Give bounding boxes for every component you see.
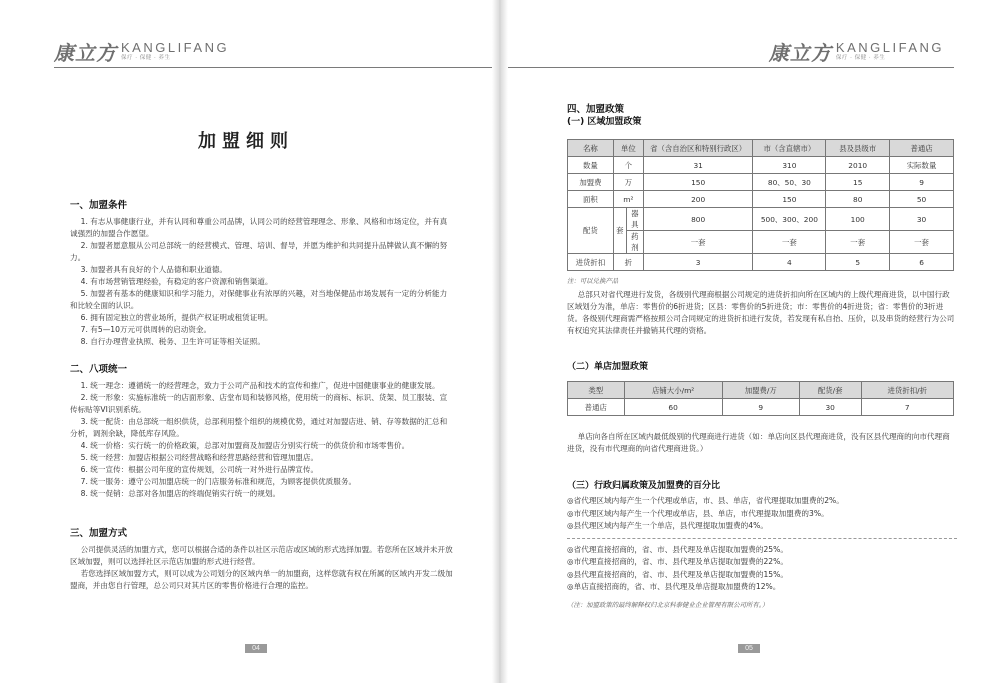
table-note-wrap bbox=[567, 276, 957, 285]
brand-logo bbox=[769, 36, 944, 66]
list-item: 1. 统一理念：遵循统一的经营理念，致力于公司产品和技术的宣传和推广，促进中国健康事业的健康发展。 bbox=[80, 381, 440, 390]
list-item: 3. 统一配货：由总部统一组织供货，总部利用整个组织的规模优势，通过对加盟店进、销、存等数据的汇总和分析，调剂余缺，降低库存风险。 bbox=[70, 417, 448, 438]
table-cell: 加盟费 bbox=[568, 174, 614, 191]
list-item: ◎省代理直接招商的，省、市、县代理及单店提取加盟费的25%。 bbox=[567, 544, 788, 554]
table-cell: 实际数量 bbox=[890, 157, 954, 174]
logo-tagline: 保疗 · 保健 · 养生 bbox=[835, 54, 886, 61]
section-franchise-mode bbox=[70, 528, 454, 592]
table-cell: 15 bbox=[826, 174, 890, 191]
table-cell: 9 bbox=[722, 399, 799, 416]
table-header-cell: 市（含直辖市） bbox=[753, 140, 826, 157]
page-number: 05 bbox=[738, 644, 760, 653]
paragraph: 若您选择区域加盟方式，则可以成为公司划分的区域内单一的加盟商，这样您就有权在所属的区域内开发二级加盟商，并由您自行管理，总公司只对其片区的零售价格进行合理的监控。 bbox=[70, 569, 453, 590]
paragraph: 总部只对省代理进行发货，各级别代理商根据公司规定的进货折扣向所在区域内的上级代理商进货，以中国行政区域划分为准，单店：零售价的6折进货；区县：零售价的5折进货；市：零售价的4折进货；省：零售价的3折进货。各级别代理商需严格按照公司合同规定的进货折扣进行发货，若发现有私自抬、压价，以及串货的经营行为公司有权追究其法律责任并撤销其代理的资格。 bbox=[567, 290, 955, 335]
table-header-cell: 类型 bbox=[568, 382, 625, 399]
list-item: 7. 有5—10万元可供周转的启动资金。 bbox=[80, 325, 212, 334]
table-row bbox=[568, 208, 954, 231]
logo-tagline: 保疗 · 保健 · 养生 bbox=[121, 54, 171, 61]
table-cell: 万 bbox=[613, 174, 643, 191]
table-cell: 普通店 bbox=[568, 399, 625, 416]
list-item: 8. 自行办理营业执照、税务、卫生许可证等相关证照。 bbox=[80, 337, 265, 346]
table-header-cell: 单位 bbox=[613, 140, 643, 157]
regional-paragraph-wrap bbox=[567, 289, 957, 337]
table-header-cell: 配货/套 bbox=[799, 382, 861, 399]
logo-english: KANGLIFANG bbox=[121, 39, 230, 55]
table-header-cell: 加盟费/万 bbox=[722, 382, 799, 399]
page-number: 04 bbox=[245, 644, 267, 653]
logo-english: KANGLIFANG bbox=[835, 39, 944, 55]
paragraph: 单店向各自所在区域内最低级别的代理商进行进货（如：单店向区县代理商进货，没有区县代理商的向市代理商进货，没有市代理商的向省代理商进货。） bbox=[567, 432, 950, 453]
logo-chinese: 康立方 bbox=[54, 40, 117, 65]
table-cell: 折 bbox=[613, 254, 643, 271]
table-header-row bbox=[568, 382, 954, 399]
list-item: 3. 加盟者具有良好的个人品德和职业道德。 bbox=[80, 265, 227, 274]
right-page bbox=[508, 0, 1000, 683]
table-cell: 面积 bbox=[568, 191, 614, 208]
list-item: 4. 有市场营销管理经验，有稳定的客户资源和销售渠道。 bbox=[80, 277, 273, 286]
left-page bbox=[0, 0, 492, 683]
table-note: 注：可以兑换产品 bbox=[567, 277, 619, 285]
table-cell: 150 bbox=[753, 191, 826, 208]
table-header-cell: 县及县级市 bbox=[826, 140, 890, 157]
table-cell: 100 bbox=[826, 208, 890, 231]
list-item: 2. 统一形象：实施标准统一的店面形象、店堂布局和装修风格，使用统一的商标、标识、货架、员工服装、宣传标贴等VI识别系统。 bbox=[70, 393, 448, 414]
table-cell: 30 bbox=[890, 208, 954, 231]
paragraph: 公司提供灵活的加盟方式，您可以根据合适的条件以社区示范店或区域的形式选择加盟。若您所在区域并未开放区域加盟，则可以选择社区示范店加盟的形式进行经营。 bbox=[70, 545, 453, 566]
list-item: 4. 统一价格：实行统一的价格政策，总部对加盟商及加盟店分别实行统一的供货价和市场零售价。 bbox=[80, 441, 410, 450]
table-cell: 器具 bbox=[626, 208, 643, 231]
list-item: ◎市代理区域内每产生一个代理或单店，县、单店，市代理提取加盟费的3%。 bbox=[567, 508, 829, 518]
table-cell: 50 bbox=[890, 191, 954, 208]
book-gutter bbox=[492, 0, 508, 683]
table-header-cell: 名称 bbox=[568, 140, 614, 157]
header-rule bbox=[54, 67, 492, 68]
list-item: 6. 统一宣传：根据公司年度的宣传规划，公司统一对外进行品牌宣传。 bbox=[80, 465, 319, 474]
table-row bbox=[568, 231, 954, 254]
table-cell: 5 bbox=[826, 254, 890, 271]
section-heading: 三、加盟方式 bbox=[70, 528, 128, 539]
table-cell: 30 bbox=[799, 399, 861, 416]
table-cell: 一套 bbox=[643, 231, 753, 254]
list-item: ◎省代理区域内每产生一个代理或单店，市、县、单店，省代理提取加盟费的2%。 bbox=[567, 496, 844, 505]
brand-logo bbox=[54, 36, 229, 66]
subsection-heading: (一) 区域加盟政策 bbox=[567, 117, 642, 127]
list-item: 5. 加盟者有基本的健康知识和学习能力，对保健事业有浓厚的兴趣，对当地保健品市场发展有一定的分析能力和比较全面的认识。 bbox=[70, 289, 448, 310]
table-cell: 9 bbox=[890, 174, 954, 191]
table-cell: 800 bbox=[643, 208, 753, 231]
table-header-cell: 店铺大小/m² bbox=[624, 382, 722, 399]
list-item: 5. 统一经营：加盟店根据公司经营战略和经营思路经营和管理加盟店。 bbox=[80, 453, 319, 462]
table-cell: 一套 bbox=[826, 231, 890, 254]
table-header-cell: 普通店 bbox=[890, 140, 954, 157]
single-store-paragraph-wrap bbox=[567, 431, 957, 455]
table-cell: 药剂 bbox=[626, 231, 643, 254]
header-rule bbox=[508, 67, 954, 68]
list-item: 2. 加盟者愿意服从公司总部统一的经营模式、管理、培训、督导，并愿为维护和共同提升品牌做认真不懈的努力。 bbox=[70, 241, 448, 262]
table-cell: 200 bbox=[643, 191, 753, 208]
table-header-cell: 省（含自治区和特别行政区） bbox=[643, 140, 753, 157]
table-row bbox=[568, 191, 954, 208]
list-item: ◎单店直接招商的，省、市、县代理及单店提取加盟费的12%。 bbox=[567, 582, 781, 591]
list-item: 6. 拥有固定独立的营业场所，提供产权证明或租赁证明。 bbox=[80, 313, 273, 322]
table-cell: 150 bbox=[643, 174, 753, 191]
table-cell: 500、300、200 bbox=[753, 208, 826, 231]
subsection-heading: （二）单店加盟政策 bbox=[567, 362, 649, 372]
table-header-cell: 进货折扣/折 bbox=[861, 382, 953, 399]
single-store-table bbox=[567, 381, 954, 416]
table-cell: 2010 bbox=[826, 157, 890, 174]
section-conditions bbox=[70, 200, 454, 348]
section-eight-unifications bbox=[70, 364, 454, 500]
table-cell: 数量 bbox=[568, 157, 614, 174]
table-row bbox=[568, 399, 954, 416]
page-title: 加盟细则 bbox=[198, 131, 294, 152]
list-item: 8. 统一促销：总部对各加盟店的终端促销实行统一的规划。 bbox=[80, 489, 281, 498]
single-store-heading-wrap bbox=[567, 361, 957, 373]
table-cell: 3 bbox=[643, 254, 753, 271]
table-cell: 一套 bbox=[753, 231, 826, 254]
section-heading: 一、加盟条件 bbox=[70, 200, 128, 211]
table-cell: 60 bbox=[624, 399, 722, 416]
table-row bbox=[568, 254, 954, 271]
table-cell: 4 bbox=[753, 254, 826, 271]
table-cell: 80 bbox=[826, 191, 890, 208]
table-cell: 80、50、30 bbox=[753, 174, 826, 191]
table-header-row bbox=[568, 140, 954, 157]
table-cell: 一套 bbox=[890, 231, 954, 254]
list-item: ◎县代理直接招商的，省、市、县代理及单店提取加盟费的15%。 bbox=[567, 569, 788, 579]
table-cell: m² bbox=[613, 191, 643, 208]
section-policy bbox=[567, 104, 957, 128]
subsection-heading: （三）行政归属政策及加盟费的百分比 bbox=[567, 481, 721, 491]
single-store-table-wrap bbox=[567, 381, 957, 416]
section-heading: 二、八项统一 bbox=[70, 364, 128, 375]
table-row bbox=[568, 157, 954, 174]
table-cell: 进货折扣 bbox=[568, 254, 614, 271]
table-cell: 31 bbox=[643, 157, 753, 174]
regional-policy-table bbox=[567, 139, 954, 271]
table-cell: 7 bbox=[861, 399, 953, 416]
list-item: ◎市代理直接招商的，省、市、县代理及单店提取加盟费的22%。 bbox=[567, 557, 788, 566]
section-heading: 四、加盟政策 bbox=[567, 104, 625, 115]
section-administrative bbox=[567, 480, 957, 609]
table-cell: 310 bbox=[753, 157, 826, 174]
table-cell: 配货 bbox=[568, 208, 614, 254]
table-cell: 个 bbox=[613, 157, 643, 174]
table-cell: 套 bbox=[613, 208, 626, 254]
list-item: 7. 统一服务：遵守公司加盟店统一的门店服务标准和规范，为顾客提供优质服务。 bbox=[80, 477, 357, 486]
list-item: 1. 有志从事健康行业，并有认同和尊重公司品牌，认同公司的经营管理理念、形象、风格和市场定位，并有真诚强烈的加盟合作愿望。 bbox=[70, 217, 448, 238]
logo-chinese: 康立方 bbox=[768, 40, 832, 65]
list-item: ◎县代理区域内每产生一个单店，县代理提取加盟费的4%。 bbox=[567, 521, 768, 530]
dashed-divider bbox=[567, 538, 957, 539]
table-cell: 6 bbox=[890, 254, 954, 271]
footnote: （注：加盟政策的最终解释权归北京科泰健业企业管理有限公司所有。） bbox=[567, 600, 769, 609]
regional-table-wrap bbox=[567, 139, 957, 271]
table-row bbox=[568, 174, 954, 191]
